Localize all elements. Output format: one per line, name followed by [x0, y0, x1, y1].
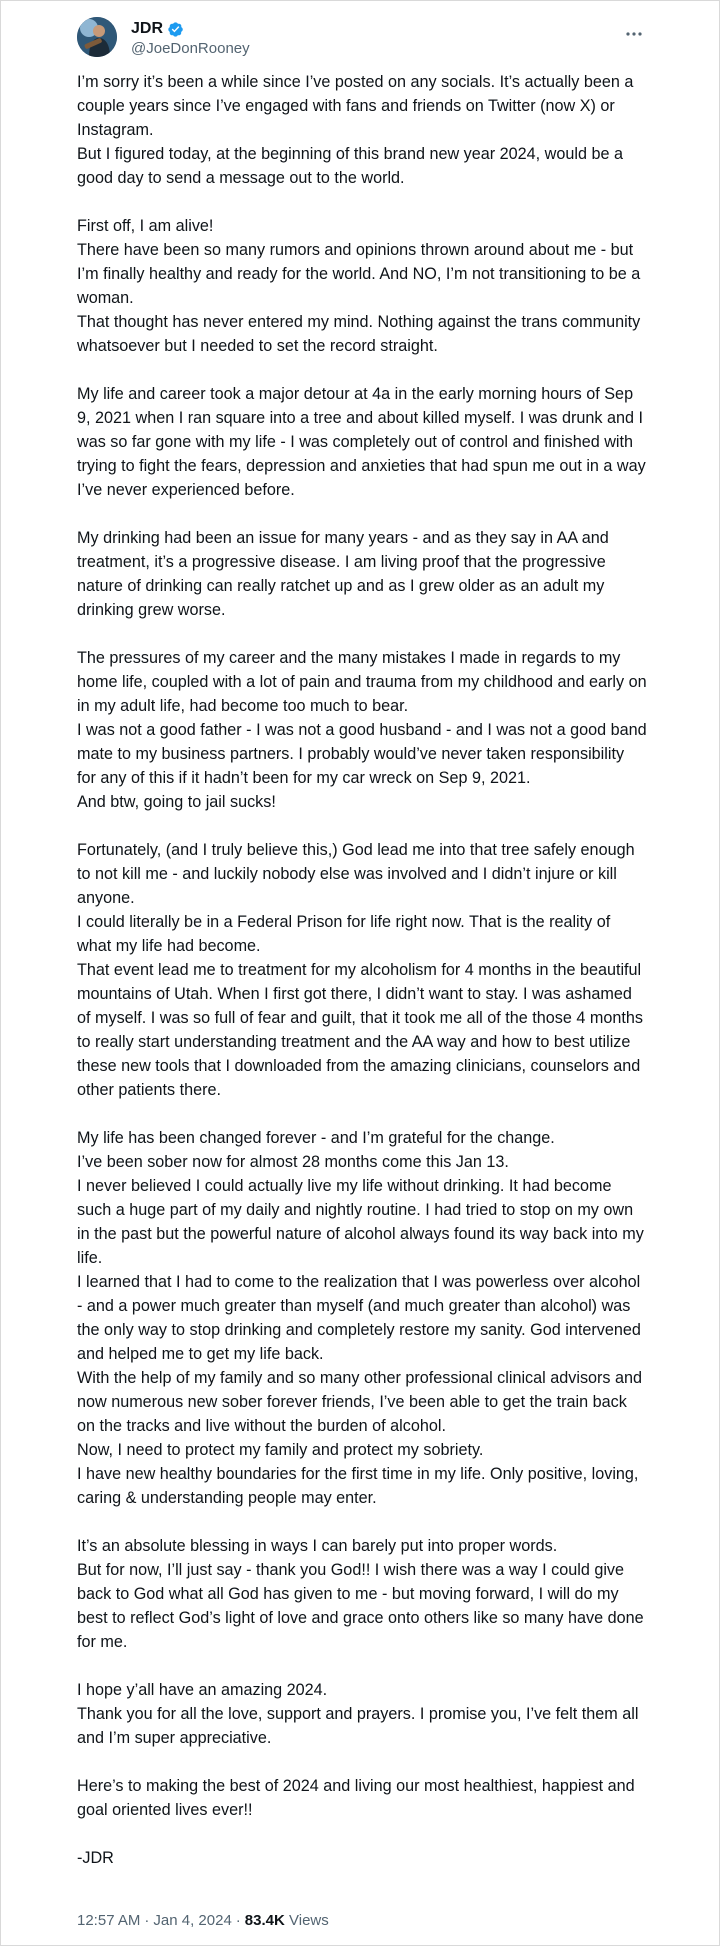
separator-dot: · [144, 1912, 150, 1929]
display-name[interactable]: JDR [131, 20, 164, 37]
avatar[interactable] [77, 17, 117, 57]
verified-badge-icon [167, 21, 184, 38]
name-row [131, 19, 184, 39]
avatar-image [77, 17, 117, 57]
more-horizontal-icon[interactable] [617, 17, 651, 51]
post-header [77, 17, 677, 61]
post-date[interactable]: Jan 4, 2024 [153, 1912, 232, 1929]
user-handle[interactable]: @JoeDonRooney [131, 40, 250, 57]
post-time[interactable]: 12:57 AM [77, 1912, 141, 1929]
post-metadata [77, 1911, 329, 1931]
post-text: I’m sorry it’s been a while since I’ve posted on any socials. It’s actually been a couple years since I’ve engaged with fans and friends on Twitter (now X) or Instagram. But I figured today, at the beginning of this brand new year 2024, would be a good day to send a message out to the world. First off, I am alive! There have been so many rumors and opinions thrown around about me - but I’m finally healthy and ready for the world. And NO, I’m not transitioning to be a woman. That thought has never entered my mind. Nothing against the trans community whatsoever but I needed to set the record straight. My life and career took a major detour at 4a in the early morning hours of Sep 9, 2021 when I ran square into a tree and about killed myself. I was drunk and I was so far gone with my life - I was completely out of control and finished with trying to fight the fears, depression and anxieties that had spun me out in a way I’ve never experienced before. My drinking had been an issue for many years - and as they say in AA and treatment, it’s a progressive disease. I am living proof that the progressive nature of drinking can really ratchet up and as I grew older as an adult my drinking grew worse. The pressures of my career and the many mistakes I made in regards to my home life, coupled with a lot of pain and trauma from my childhood and early on in my adult life, had become too much to bear. I was not a good father - I was not a good husband - and I was not a good band mate to my business partners. I probably would’ve never taken responsibility for any of this if it hadn’t been for my car wreck on Sep 9, 2021. And btw, going to jail sucks! Fortunately, (and I truly believe this,) God lead me into that tree safely enough to not kill me - and luckily nobody else was involved and I didn’t injure or kill anyone. I could literally be in a Federal Prison for life right now. That is the reality of what my life had become. That event lead me to treatment for my alcoholism for 4 months in the beautiful mountains of Utah. When I first got there, I didn’t want to stay. I was ashamed of myself. I was so full of fear and guilt, that it took me all of the those 4 months to really start understanding treatment and the AA way and how to best utilize these new tools that I downloaded from the amazing clinicians, counselors and other patients there. My life has been changed forever - and I’m grateful for the change. I’ve been sober now for almost 28 months come this Jan 13. I never believed I could actually live my life without drinking. It had become such a huge part of my daily and nightly routine. I had tried to stop on my own in the past but the powerful nature of alcohol always found its way back into my life. I learned that I had to come to the realization that I was powerless over alcohol - and a power much greater than myself (and much greater than alcohol) was the only way to stop drinking and completely restore my sanity. God intervened and helped me to get my life back. With the help of my family and so many other professional clinical advisors and now numerous new sober forever friends, I’ve been able to get the train back on the tracks and live without the burden of alcohol. Now, I need to protect my family and protect my sobriety. I have new healthy boundaries for the first time in my life. Only positive, loving, caring & understanding people may enter. It’s an absolute blessing in ways I can barely put into proper words. But for now, I’ll just say - thank you God!! I wish there was a way I could give back to God what all God has given to me - but moving forward, I will do my best to reflect God’s light of love and grace onto others like so many have done for me. I hope y’all have an amazing 2024. Thank you for all the love, support and prayers. I promise you, I’ve felt them all and I’m super appreciative. Here’s to making the best of 2024 and living our most healthiest, happiest and goal oriented lives ever!! -JDR [77, 73, 647, 1867]
views-count: 83.4K [244, 1912, 285, 1929]
views-label: Views [289, 1912, 329, 1929]
separator-dot: · [235, 1912, 241, 1929]
